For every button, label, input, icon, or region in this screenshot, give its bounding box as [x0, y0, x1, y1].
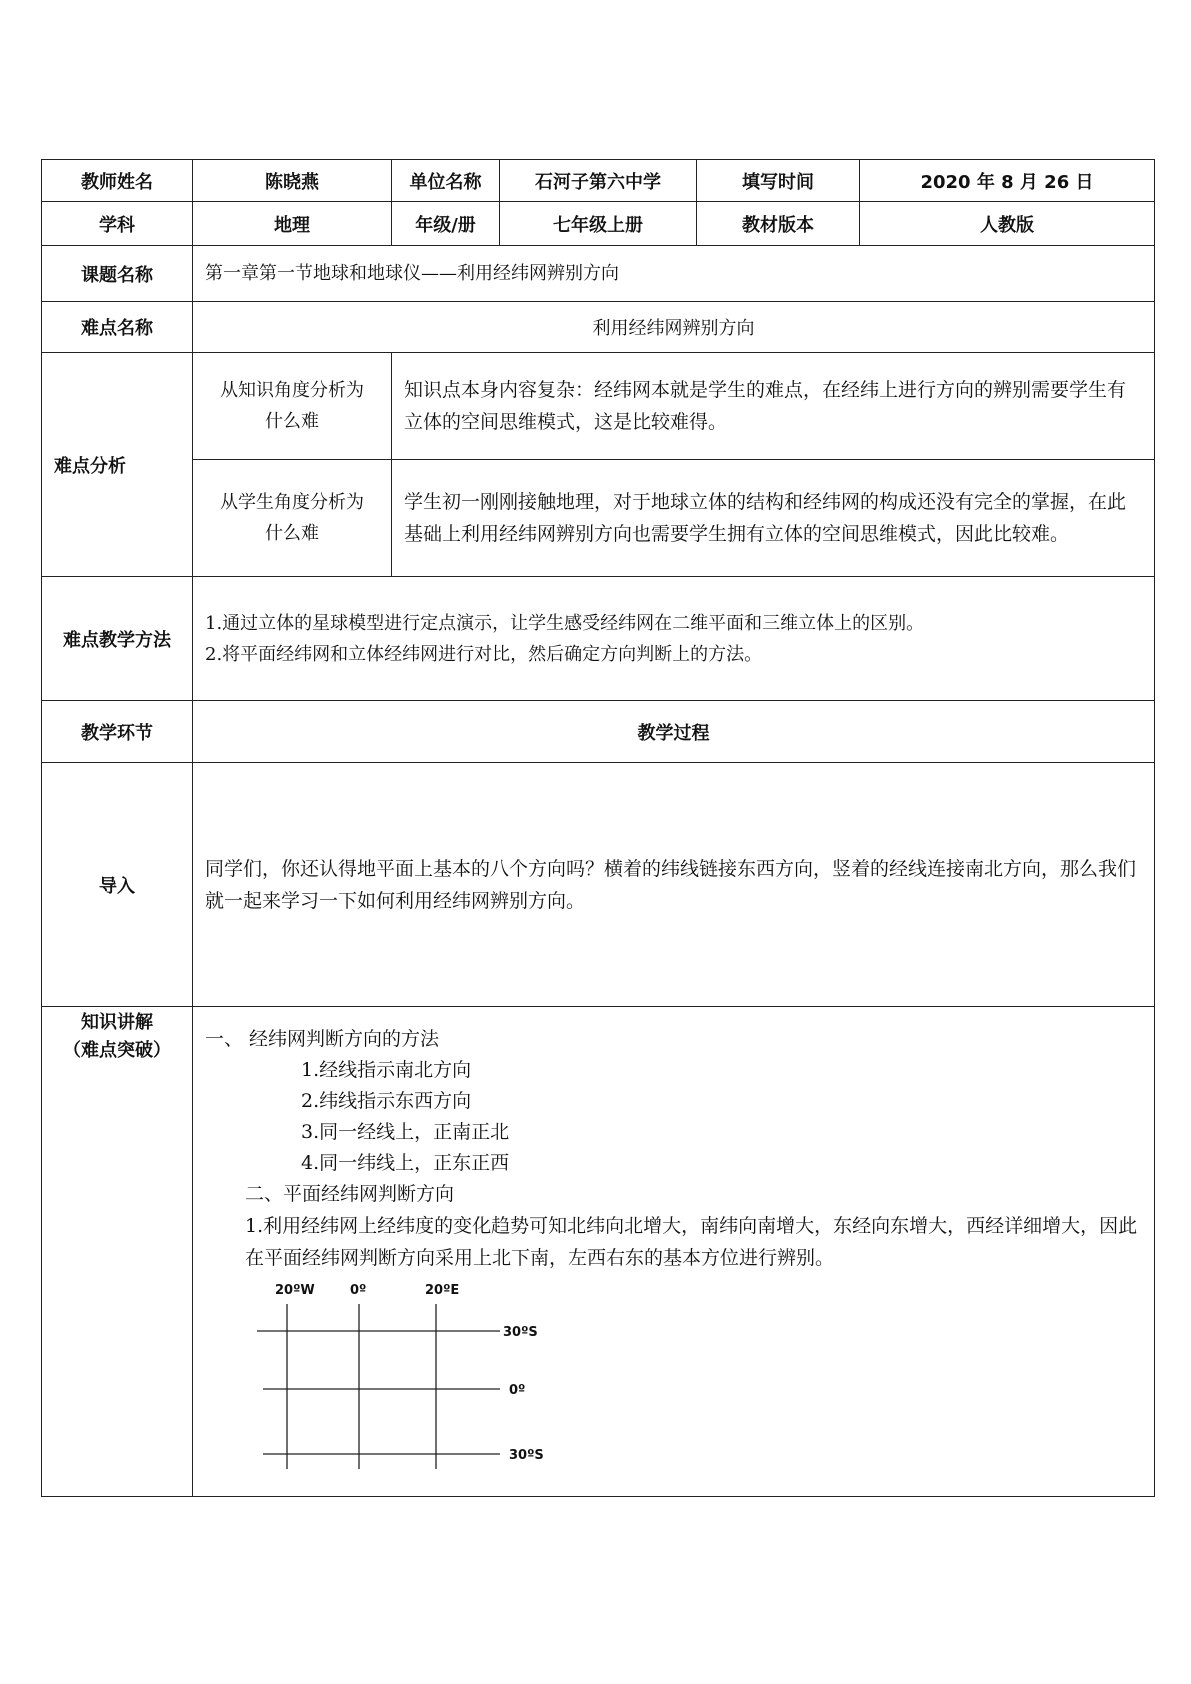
unit-value: 石河子第六中学: [500, 160, 697, 202]
grade-value: 七年级上册: [500, 202, 697, 246]
student-angle-label: 从学生角度分析为什么难: [193, 460, 392, 577]
edition-value: 人教版: [860, 202, 1155, 246]
knowledge-paragraph: 1.利用经纬网上经纬度的变化趋势可知北纬向北增大，南纬向南增大，东经向东增大，西经详细增大，因此在平面经纬网判断方向采用上北下南，左西右东的基本方位进行辨别。: [245, 1215, 1138, 1269]
lat-lon-grid-figure: [205, 1274, 1142, 1489]
topic-value: 第一章第一节地球和地球仪——利用经纬网辨别方向: [193, 246, 1155, 302]
stage-label: 教学环节: [42, 701, 193, 763]
unit-label: 单位名称: [392, 160, 500, 202]
longitude-label: 20ºE: [425, 1283, 460, 1298]
knowledge-label-line-1: 知识讲解: [81, 1012, 153, 1033]
lesson-plan-table: [41, 159, 1155, 1497]
date-value: 2020 年 8 月 26 日: [860, 160, 1155, 202]
knowledge-item: 1.经线指示南北方向: [301, 1059, 472, 1081]
knowledge-item: 2.纬线指示东西方向: [301, 1090, 472, 1112]
knowledge-angle-label: 从知识角度分析为什么难: [193, 353, 392, 460]
knowledge-label-line-2: （难点突破）: [63, 1040, 171, 1061]
edition-label: 教材版本: [697, 202, 860, 246]
knowledge-heading-1: 一、 经纬网判断方向的方法: [205, 1028, 440, 1050]
method-text: [193, 577, 1155, 701]
teacher-label: 教师姓名: [42, 160, 193, 202]
knowledge-item: 4.同一纬线上，正东正西: [301, 1152, 510, 1174]
intro-text: 同学们，你还认得地平面上基本的八个方向吗？横着的纬线链接东西方向，竖着的经线连接南北方向，那么我们就一起来学习一下如何利用经纬网辨别方向。: [193, 763, 1155, 1007]
knowledge-heading-2: 二、平面经纬网判断方向: [245, 1183, 455, 1205]
lat-lon-grid: [255, 1274, 575, 1489]
method-label: 难点教学方法: [42, 577, 193, 701]
difficulty-value: 利用经纬网辨别方向: [193, 302, 1155, 353]
subject-value: 地理: [193, 202, 392, 246]
method-line-1: 1.通过立体的星球模型进行定点演示，让学生感受经纬网在二维平面和三维立体上的区别。: [205, 612, 925, 634]
longitude-label: 20ºW: [275, 1283, 315, 1298]
latitude-label: 0º: [509, 1383, 526, 1398]
knowledge-item: 3.同一经线上，正南正北: [301, 1121, 510, 1143]
date-label: 填写时间: [697, 160, 860, 202]
process-label: 教学过程: [193, 701, 1155, 763]
analysis-label: 难点分析: [42, 353, 193, 577]
topic-label: 课题名称: [42, 246, 193, 302]
difficulty-label: 难点名称: [42, 302, 193, 353]
knowledge-content: [193, 1007, 1155, 1497]
grade-label: 年级/册: [392, 202, 500, 246]
latitude-label: 30ºS: [503, 1325, 538, 1340]
subject-label: 学科: [42, 202, 193, 246]
longitude-label: 0º: [350, 1283, 367, 1298]
intro-label: 导入: [42, 763, 193, 1007]
knowledge-angle-text: 知识点本身内容复杂：经纬网本就是学生的难点，在经纬上进行方向的辨别需要学生有立体的空间思维模式，这是比较难得。: [392, 353, 1155, 460]
latitude-label: 30ºS: [509, 1448, 544, 1463]
student-angle-text: 学生初一刚刚接触地理，对于地球立体的结构和经纬网的构成还没有完全的掌握，在此基础上利用经纬网辨别方向也需要学生拥有立体的空间思维模式，因此比较难。: [392, 460, 1155, 577]
knowledge-label: [42, 1007, 193, 1497]
teacher-value: 陈晓燕: [193, 160, 392, 202]
method-line-2: 2.将平面经纬网和立体经纬网进行对比，然后确定方向判断上的方法。: [205, 643, 763, 665]
